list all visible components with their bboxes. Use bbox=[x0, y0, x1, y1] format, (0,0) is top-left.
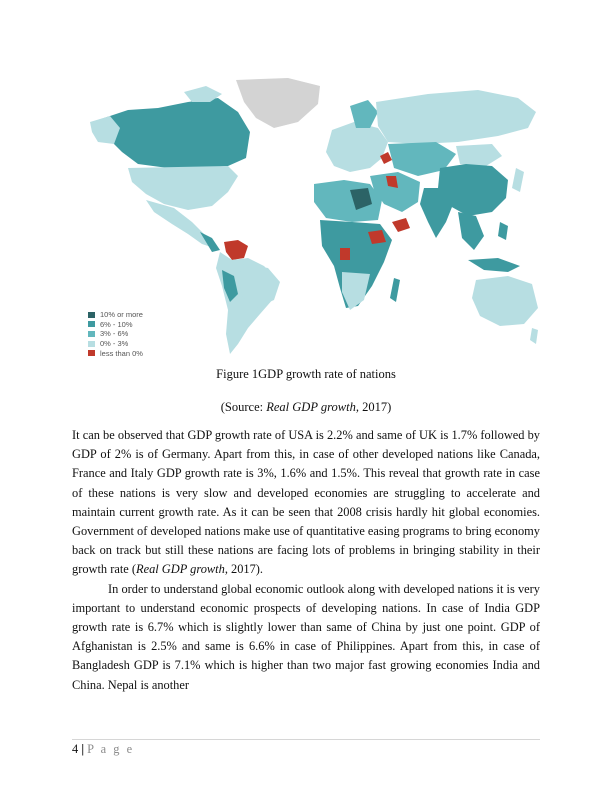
world-map bbox=[88, 72, 540, 356]
map-region-australia bbox=[472, 276, 538, 326]
footer-separator: | bbox=[81, 742, 85, 756]
legend-swatch bbox=[88, 331, 95, 337]
legend-item bbox=[88, 310, 143, 320]
legend-item bbox=[88, 348, 143, 356]
page-number: 4 bbox=[72, 742, 79, 756]
legend-swatch bbox=[88, 350, 95, 356]
gdp-world-map-figure bbox=[88, 72, 540, 356]
map-region-madagascar bbox=[390, 278, 400, 302]
map-region-europe bbox=[326, 122, 388, 172]
map-region-mongolia bbox=[456, 144, 502, 166]
legend-swatch bbox=[88, 312, 95, 318]
legend-label: less than 0% bbox=[100, 348, 143, 356]
legend-swatch bbox=[88, 341, 95, 347]
map-region-philippines bbox=[498, 222, 508, 240]
legend-item bbox=[88, 339, 143, 349]
legend-swatch bbox=[88, 321, 95, 327]
citation-title: Real GDP growth bbox=[136, 562, 225, 577]
map-region-india bbox=[420, 188, 454, 238]
legend-label: 6% - 10% bbox=[100, 319, 133, 329]
footer-divider bbox=[72, 739, 540, 740]
figure-source bbox=[0, 400, 612, 415]
source-suffix: 2017) bbox=[358, 400, 392, 414]
map-region-canada bbox=[98, 98, 250, 168]
paragraph-developing-nations: In order to understand global economic outlook along with developed nations it is very important to understand economic prospects of developing nations. In case of India GDP growth rate is 6.7% which is slightly lower than same of China by just one point. GDP of Afghanistan is 2.5% and same is 6.6% in case of Philippines. Apart from this, in case of Bangladesh GDP is 7.1% which is higher than two major fast growing economies India and China. Nepal is another bbox=[72, 581, 540, 692]
map-legend bbox=[88, 310, 143, 356]
map-region-new-zealand bbox=[530, 328, 538, 344]
map-region-usa bbox=[128, 166, 238, 210]
map-region-indonesia bbox=[468, 258, 520, 272]
citation-end: , 2017). bbox=[224, 562, 264, 577]
figure-caption: Figure 1GDP growth rate of nations bbox=[216, 367, 396, 381]
body-text bbox=[72, 426, 540, 695]
source-title: Real GDP growth, bbox=[266, 400, 359, 414]
map-region-russia bbox=[376, 90, 536, 144]
map-region-southeast-asia bbox=[458, 212, 484, 250]
map-region-greenland bbox=[236, 78, 320, 128]
legend-item bbox=[88, 329, 143, 339]
legend-item bbox=[88, 320, 143, 330]
legend-label: 0% - 3% bbox=[100, 339, 129, 349]
paragraph-developed-nations bbox=[72, 426, 540, 580]
page-footer bbox=[72, 742, 134, 757]
legend-label: 10% or more bbox=[100, 310, 143, 320]
map-region-japan bbox=[512, 168, 524, 192]
source-prefix: (Source: bbox=[220, 400, 267, 414]
map-region-north-africa bbox=[314, 180, 382, 222]
paragraph-text: It can be observed that GDP growth rate of USA is 2.2% and same of UK is 1.7% followed by GDP of 2% is of Germany. Apart from this, in case of other developed nations like Canada, France and Italy GDP growth rate is 3%, 1.6% and 1.5%. This reveal that growth rate in case of these nations is very slow and developed economies are struggling to accelerate and maintain current growth rate. As it can be seen that 2008 crisis hardly hit global economies. Government of developed nations make use of quantitative easing programs to bring economy back on track but still these nations are facing lots of problems in bringing stability in their growth rate ( bbox=[72, 428, 540, 577]
map-region-equatorial-guinea bbox=[340, 248, 350, 260]
legend-label: 3% - 6% bbox=[100, 329, 129, 339]
map-region-venezuela bbox=[224, 240, 248, 260]
page-label: P a g e bbox=[87, 742, 135, 756]
map-region-yemen bbox=[392, 218, 410, 232]
